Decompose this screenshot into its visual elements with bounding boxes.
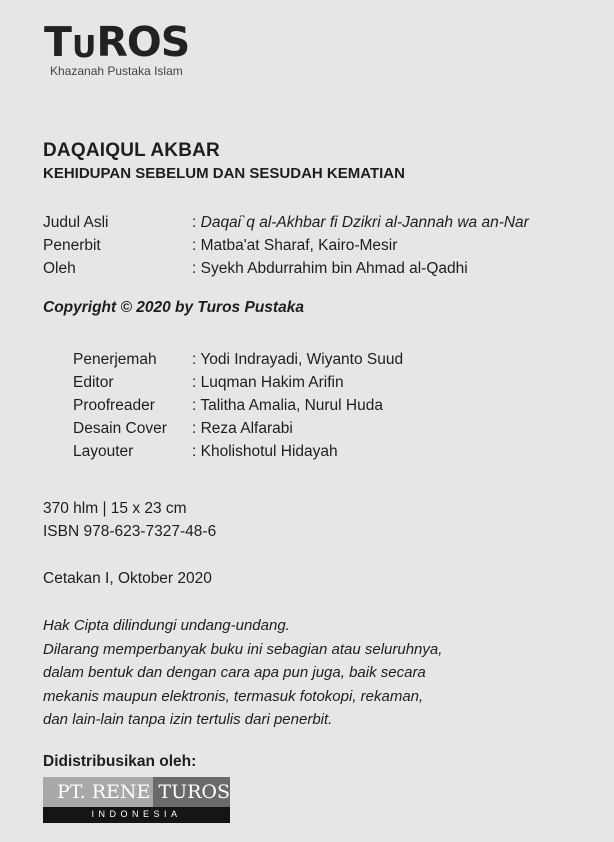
credits-list (73, 348, 403, 463)
credit-value: : Talitha Amalia, Nurul Huda (192, 397, 383, 414)
rights-line: mekanis maupun elektronis, termasuk fotokopi, rekaman, (43, 687, 424, 705)
distributor-logo-left: PT. RENE (43, 777, 153, 807)
distributor-logo (43, 777, 230, 823)
credit-value: : Luqman Hakim Arifin (192, 374, 344, 391)
logo-letter-u: U (71, 30, 96, 65)
distributor-logo-country: INDONESIA (91, 809, 182, 819)
credit-row (73, 440, 403, 463)
distributor-label: Didistribusikan oleh: (43, 753, 197, 770)
detail-value: : Syekh Abdurrahim bin Ahmad al-Qadhi (192, 260, 468, 277)
credit-label: Proofreader (73, 397, 155, 414)
credit-label: Layouter (73, 443, 134, 460)
edition: Cetakan I, Oktober 2020 (43, 570, 212, 587)
credit-value: : Yodi Indrayadi, Wiyanto Suud (192, 351, 404, 368)
rights-notice (43, 614, 442, 732)
isbn: ISBN 978-623-7327-48-6 (43, 523, 217, 540)
logo-wordmark (44, 18, 189, 66)
credit-value: : Kholishotul Hidayah (192, 443, 338, 460)
book-subtitle: KEHIDUPAN SEBELUM DAN SESUDAH KEMATIAN (43, 165, 405, 182)
page-count-size: 370 hlm | 15 x 23 cm (43, 500, 187, 517)
detail-label: Penerbit (43, 237, 101, 254)
credit-row (73, 417, 403, 440)
detail-row (43, 234, 529, 257)
credit-value: : Reza Alfarabi (192, 420, 293, 437)
rights-line: dalam bentuk dan dengan cara apa pun juga, baik secara (43, 664, 426, 681)
rights-line: Dilarang memperbanyak buku ini sebagian atau seluruhnya, (43, 640, 443, 658)
rights-line: dan lain-lain tanpa izin tertulis dari penerbit. (43, 711, 333, 728)
detail-row (43, 257, 529, 280)
detail-label: Oleh (43, 260, 76, 277)
credit-row (73, 348, 403, 371)
logo-letters-ros: ROS (96, 18, 190, 66)
credit-label: Desain Cover (73, 420, 167, 437)
detail-row (43, 211, 529, 234)
publisher-logo (44, 18, 189, 78)
logo-tagline: Khazanah Pustaka Islam (50, 64, 183, 78)
credit-row (73, 371, 403, 394)
details-list (43, 211, 529, 280)
credit-label: Editor (73, 374, 114, 391)
detail-value: : Matba'at Sharaf, Kairo-Mesir (192, 237, 398, 254)
detail-label: Judul Asli (43, 214, 109, 231)
credit-row (73, 394, 403, 417)
detail-value: : Daqai`q al-Akhbar fi Dzikri al-Jannah wa an-Nar (192, 214, 529, 231)
logo-letter-t: T (44, 18, 71, 66)
credit-label: Penerjemah (73, 351, 157, 368)
rights-line: Hak Cipta dilindungi undang-undang. (43, 617, 290, 634)
book-title: DAQAIQUL AKBAR (43, 140, 220, 161)
distributor-logo-right: TUROS (153, 777, 230, 807)
copyright-notice: Copyright © 2020 by Turos Pustaka (43, 299, 304, 316)
